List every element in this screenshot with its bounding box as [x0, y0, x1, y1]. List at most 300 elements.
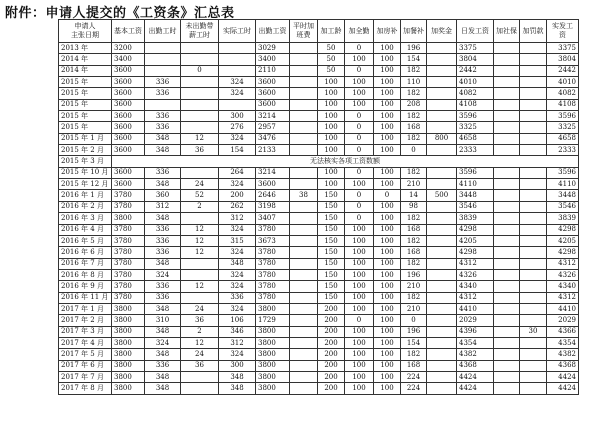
value-cell: 312 — [219, 337, 256, 348]
table-row — [59, 145, 579, 156]
header-cell: 加奖金 — [427, 20, 457, 43]
date-cell: 2017 年 3 月 — [59, 326, 112, 337]
value-cell — [494, 54, 520, 65]
value-cell: 324 — [145, 337, 181, 348]
value-cell: 100 — [345, 88, 374, 99]
table-row — [59, 111, 579, 122]
value-cell — [494, 111, 520, 122]
value-cell: 4326 — [547, 269, 579, 280]
value-cell: 3780 — [112, 292, 145, 303]
value-cell — [520, 65, 547, 76]
value-cell: 348 — [219, 258, 256, 269]
note-cell: 无法核实各项工资数额 — [112, 156, 579, 167]
value-cell: 100 — [345, 247, 374, 258]
value-cell: 100 — [374, 224, 401, 235]
date-cell: 2014 年 — [59, 65, 112, 76]
value-cell: 100 — [318, 179, 345, 190]
value-cell: 2333 — [457, 145, 494, 156]
value-cell: 336 — [145, 167, 181, 178]
value-cell: 3448 — [457, 190, 494, 201]
value-cell: 100 — [345, 99, 374, 110]
value-cell: 150 — [318, 224, 345, 235]
value-cell: 3800 — [112, 371, 145, 382]
value-cell: 4312 — [547, 292, 579, 303]
value-cell — [290, 179, 318, 190]
value-cell: 0 — [345, 167, 374, 178]
value-cell: 348 — [145, 258, 181, 269]
header-cell: 未出勤带薪工时 — [181, 20, 219, 43]
value-cell — [427, 315, 457, 326]
value-cell — [290, 167, 318, 178]
date-cell: 2016 年 9 月 — [59, 281, 112, 292]
value-cell — [219, 65, 256, 76]
value-cell: 324 — [219, 88, 256, 99]
value-cell — [494, 371, 520, 382]
value-cell — [290, 133, 318, 144]
value-cell: 3800 — [112, 326, 145, 337]
value-cell: 324 — [219, 179, 256, 190]
value-cell: 3780 — [112, 258, 145, 269]
value-cell — [290, 54, 318, 65]
value-cell: 348 — [145, 349, 181, 360]
value-cell: 348 — [145, 133, 181, 144]
value-cell — [520, 201, 547, 212]
value-cell — [290, 360, 318, 371]
date-cell: 2016 年 2 月 — [59, 201, 112, 212]
value-cell — [494, 360, 520, 371]
value-cell: 3804 — [547, 54, 579, 65]
table-row — [59, 326, 579, 337]
value-cell — [520, 292, 547, 303]
value-cell: 3325 — [457, 122, 494, 133]
value-cell: 3600 — [112, 65, 145, 76]
value-cell: 24 — [181, 349, 219, 360]
date-cell: 2016 年 1 月 — [59, 190, 112, 201]
value-cell: 100 — [318, 145, 345, 156]
value-cell — [427, 54, 457, 65]
table-row — [59, 99, 579, 110]
value-cell — [427, 337, 457, 348]
value-cell: 100 — [345, 179, 374, 190]
value-cell — [290, 111, 318, 122]
value-cell: 100 — [374, 269, 401, 280]
value-cell: 1729 — [256, 315, 290, 326]
date-cell: 2017 年 6 月 — [59, 360, 112, 371]
value-cell: 324 — [219, 349, 256, 360]
value-cell — [290, 269, 318, 280]
value-cell: 168 — [401, 247, 427, 258]
value-cell: 38 — [290, 190, 318, 201]
header-row — [59, 20, 579, 43]
value-cell — [494, 99, 520, 110]
value-cell: 4354 — [457, 337, 494, 348]
value-cell: 3804 — [457, 54, 494, 65]
date-cell: 2015 年 3 月 — [59, 156, 112, 167]
value-cell — [181, 88, 219, 99]
value-cell: 336 — [219, 292, 256, 303]
value-cell — [520, 213, 547, 224]
date-cell: 2017 年 1 月 — [59, 303, 112, 314]
value-cell: 500 — [427, 190, 457, 201]
value-cell: 210 — [401, 281, 427, 292]
value-cell: 100 — [374, 383, 401, 394]
value-cell: 100 — [374, 145, 401, 156]
date-cell: 2014 年 — [59, 54, 112, 65]
value-cell: 168 — [401, 122, 427, 133]
value-cell: 3780 — [256, 281, 290, 292]
value-cell — [290, 43, 318, 54]
value-cell: 100 — [374, 349, 401, 360]
value-cell: 4298 — [457, 247, 494, 258]
value-cell: 4368 — [547, 360, 579, 371]
value-cell: 4326 — [457, 269, 494, 280]
value-cell — [520, 303, 547, 314]
value-cell: 4382 — [547, 349, 579, 360]
value-cell: 0 — [345, 190, 374, 201]
table-row — [59, 201, 579, 212]
value-cell: 0 — [345, 65, 374, 76]
value-cell: 182 — [401, 111, 427, 122]
value-cell: 4340 — [547, 281, 579, 292]
table-row — [59, 235, 579, 246]
value-cell: 0 — [374, 190, 401, 201]
value-cell: 3325 — [547, 122, 579, 133]
header-cell: 出勤工时 — [145, 20, 181, 43]
value-cell: 200 — [318, 303, 345, 314]
value-cell — [181, 269, 219, 280]
value-cell: 100 — [345, 54, 374, 65]
date-cell: 2015 年 — [59, 77, 112, 88]
value-cell: 324 — [219, 303, 256, 314]
table-row — [59, 122, 579, 133]
value-cell — [494, 269, 520, 280]
value-cell: 4410 — [547, 303, 579, 314]
value-cell: 12 — [181, 337, 219, 348]
value-cell: 3375 — [547, 43, 579, 54]
table-row — [59, 292, 579, 303]
value-cell: 100 — [374, 167, 401, 178]
value-cell — [290, 371, 318, 382]
value-cell: 12 — [181, 133, 219, 144]
value-cell: 3600 — [256, 77, 290, 88]
value-cell — [520, 43, 547, 54]
value-cell: 210 — [401, 179, 427, 190]
value-cell: 3600 — [112, 133, 145, 144]
value-cell — [427, 43, 457, 54]
value-cell: 154 — [401, 54, 427, 65]
value-cell — [181, 122, 219, 133]
value-cell — [520, 360, 547, 371]
value-cell: 182 — [401, 88, 427, 99]
value-cell: 4410 — [457, 303, 494, 314]
value-cell: 182 — [401, 235, 427, 246]
value-cell: 3800 — [256, 337, 290, 348]
value-cell: 324 — [145, 269, 181, 280]
table-row — [59, 360, 579, 371]
value-cell: 0 — [345, 133, 374, 144]
value-cell: 336 — [145, 122, 181, 133]
table-row — [59, 258, 579, 269]
value-cell: 4110 — [457, 179, 494, 190]
value-cell: 4368 — [457, 360, 494, 371]
header-cell: 加工龄 — [318, 20, 345, 43]
value-cell: 2646 — [256, 190, 290, 201]
value-cell — [494, 292, 520, 303]
value-cell: 36 — [181, 360, 219, 371]
value-cell — [520, 349, 547, 360]
value-cell: 100 — [374, 258, 401, 269]
value-cell — [427, 77, 457, 88]
value-cell: 264 — [219, 167, 256, 178]
value-cell: 3600 — [112, 88, 145, 99]
table-row — [59, 77, 579, 88]
date-cell: 2016 年 8 月 — [59, 269, 112, 280]
value-cell: 4382 — [457, 349, 494, 360]
date-cell: 2015 年 — [59, 111, 112, 122]
value-cell: 3596 — [547, 111, 579, 122]
value-cell: 4658 — [457, 133, 494, 144]
value-cell — [427, 247, 457, 258]
value-cell: 182 — [401, 258, 427, 269]
value-cell: 12 — [181, 235, 219, 246]
value-cell — [494, 349, 520, 360]
value-cell: 100 — [345, 224, 374, 235]
value-cell — [494, 122, 520, 133]
value-cell — [181, 213, 219, 224]
value-cell — [520, 145, 547, 156]
value-cell — [427, 213, 457, 224]
value-cell: 336 — [145, 247, 181, 258]
value-cell — [520, 371, 547, 382]
value-cell: 2 — [181, 201, 219, 212]
date-cell: 2016 年 7 月 — [59, 258, 112, 269]
value-cell: 100 — [345, 235, 374, 246]
value-cell — [290, 235, 318, 246]
value-cell: 100 — [345, 360, 374, 371]
value-cell — [520, 281, 547, 292]
value-cell: 3800 — [112, 315, 145, 326]
header-cell: 基本工资 — [112, 20, 145, 43]
value-cell — [520, 111, 547, 122]
value-cell: 3214 — [256, 167, 290, 178]
value-cell — [427, 349, 457, 360]
value-cell — [290, 247, 318, 258]
value-cell: 182 — [401, 65, 427, 76]
header-cell: 实发工资 — [547, 20, 579, 43]
value-cell: 3800 — [256, 371, 290, 382]
value-cell — [520, 269, 547, 280]
value-cell: 315 — [219, 235, 256, 246]
value-cell: 100 — [374, 43, 401, 54]
value-cell: 3600 — [112, 122, 145, 133]
value-cell: 100 — [374, 122, 401, 133]
value-cell: 2 — [181, 326, 219, 337]
value-cell: 100 — [374, 201, 401, 212]
value-cell: 3673 — [256, 235, 290, 246]
value-cell — [427, 111, 457, 122]
value-cell — [520, 315, 547, 326]
value-cell — [494, 258, 520, 269]
value-cell — [181, 54, 219, 65]
table-row — [59, 247, 579, 258]
value-cell: 4082 — [457, 88, 494, 99]
value-cell — [494, 88, 520, 99]
value-cell: 100 — [374, 247, 401, 258]
value-cell: 36 — [181, 145, 219, 156]
value-cell — [145, 54, 181, 65]
value-cell: 150 — [318, 201, 345, 212]
value-cell: 360 — [145, 190, 181, 201]
value-cell: 150 — [318, 247, 345, 258]
value-cell: 24 — [181, 303, 219, 314]
value-cell: 150 — [318, 258, 345, 269]
value-cell: 3780 — [256, 258, 290, 269]
value-cell: 3800 — [256, 326, 290, 337]
value-cell: 3800 — [112, 383, 145, 394]
value-cell: 168 — [401, 360, 427, 371]
value-cell — [290, 337, 318, 348]
value-cell: 3780 — [112, 190, 145, 201]
value-cell: 3800 — [112, 349, 145, 360]
value-cell — [520, 235, 547, 246]
value-cell: 200 — [318, 326, 345, 337]
value-cell: 4082 — [547, 88, 579, 99]
value-cell: 100 — [374, 213, 401, 224]
value-cell: 3800 — [112, 360, 145, 371]
value-cell: 4658 — [547, 133, 579, 144]
value-cell — [290, 292, 318, 303]
table-row — [59, 371, 579, 382]
value-cell: 0 — [345, 315, 374, 326]
value-cell: 3780 — [112, 247, 145, 258]
value-cell — [494, 247, 520, 258]
value-cell — [290, 303, 318, 314]
value-cell: 100 — [374, 133, 401, 144]
value-cell: 100 — [345, 281, 374, 292]
header-cell: 加社保 — [494, 20, 520, 43]
date-cell: 2015 年 — [59, 88, 112, 99]
value-cell: 3375 — [457, 43, 494, 54]
value-cell — [520, 190, 547, 201]
value-cell: 336 — [145, 88, 181, 99]
value-cell: 4396 — [457, 326, 494, 337]
value-cell: 100 — [318, 111, 345, 122]
value-cell — [494, 179, 520, 190]
value-cell — [427, 258, 457, 269]
value-cell: 3839 — [457, 213, 494, 224]
value-cell — [494, 77, 520, 88]
value-cell: 3448 — [547, 190, 579, 201]
value-cell: 52 — [181, 190, 219, 201]
value-cell — [520, 383, 547, 394]
value-cell: 100 — [318, 88, 345, 99]
value-cell: 2029 — [457, 315, 494, 326]
header-cell: 加罚款 — [520, 20, 547, 43]
value-cell: 4205 — [457, 235, 494, 246]
value-cell — [520, 258, 547, 269]
value-cell: 200 — [318, 360, 345, 371]
value-cell: 3800 — [256, 383, 290, 394]
value-cell: 36 — [181, 315, 219, 326]
date-cell: 2017 年 5 月 — [59, 349, 112, 360]
value-cell: 50 — [318, 54, 345, 65]
value-cell: 4205 — [547, 235, 579, 246]
value-cell: 100 — [318, 77, 345, 88]
date-cell: 2016 年 5 月 — [59, 235, 112, 246]
value-cell — [494, 315, 520, 326]
value-cell: 182 — [401, 167, 427, 178]
value-cell — [145, 43, 181, 54]
value-cell — [520, 99, 547, 110]
value-cell: 3780 — [256, 292, 290, 303]
value-cell: 3780 — [112, 224, 145, 235]
value-cell — [427, 292, 457, 303]
value-cell: 324 — [219, 133, 256, 144]
value-cell — [427, 360, 457, 371]
value-cell: 348 — [145, 179, 181, 190]
value-cell — [181, 383, 219, 394]
date-cell: 2015 年 — [59, 122, 112, 133]
value-cell — [427, 167, 457, 178]
value-cell: 348 — [219, 383, 256, 394]
value-cell — [494, 303, 520, 314]
value-cell — [290, 383, 318, 394]
value-cell — [494, 201, 520, 212]
value-cell — [427, 303, 457, 314]
value-cell: 150 — [318, 292, 345, 303]
date-cell: 2017 年 7 月 — [59, 371, 112, 382]
value-cell: 3800 — [256, 360, 290, 371]
value-cell: 4366 — [547, 326, 579, 337]
value-cell: 3029 — [256, 43, 290, 54]
value-cell — [427, 326, 457, 337]
value-cell: 336 — [145, 224, 181, 235]
value-cell: 30 — [520, 326, 547, 337]
value-cell: 150 — [318, 235, 345, 246]
value-cell: 100 — [318, 133, 345, 144]
table-row — [59, 315, 579, 326]
value-cell: 4108 — [547, 99, 579, 110]
value-cell: 348 — [145, 383, 181, 394]
value-cell: 100 — [345, 349, 374, 360]
value-cell: 3596 — [457, 167, 494, 178]
header-cell: 加餐补 — [401, 20, 427, 43]
value-cell: 0 — [345, 201, 374, 212]
value-cell: 348 — [145, 145, 181, 156]
value-cell — [427, 281, 457, 292]
value-cell: 0 — [345, 122, 374, 133]
value-cell: 3780 — [112, 281, 145, 292]
value-cell: 3600 — [112, 167, 145, 178]
value-cell: 154 — [401, 337, 427, 348]
value-cell: 324 — [219, 247, 256, 258]
table-row — [59, 88, 579, 99]
value-cell — [290, 213, 318, 224]
table-row — [59, 337, 579, 348]
value-cell — [494, 224, 520, 235]
value-cell: 100 — [374, 303, 401, 314]
date-cell: 2016 年 3 月 — [59, 213, 112, 224]
value-cell: 2442 — [547, 65, 579, 76]
value-cell: 100 — [374, 111, 401, 122]
date-cell: 2015 年 — [59, 99, 112, 110]
value-cell: 300 — [219, 111, 256, 122]
value-cell: 336 — [145, 360, 181, 371]
value-cell — [290, 122, 318, 133]
value-cell: 200 — [318, 383, 345, 394]
value-cell: 3600 — [256, 88, 290, 99]
value-cell — [520, 167, 547, 178]
